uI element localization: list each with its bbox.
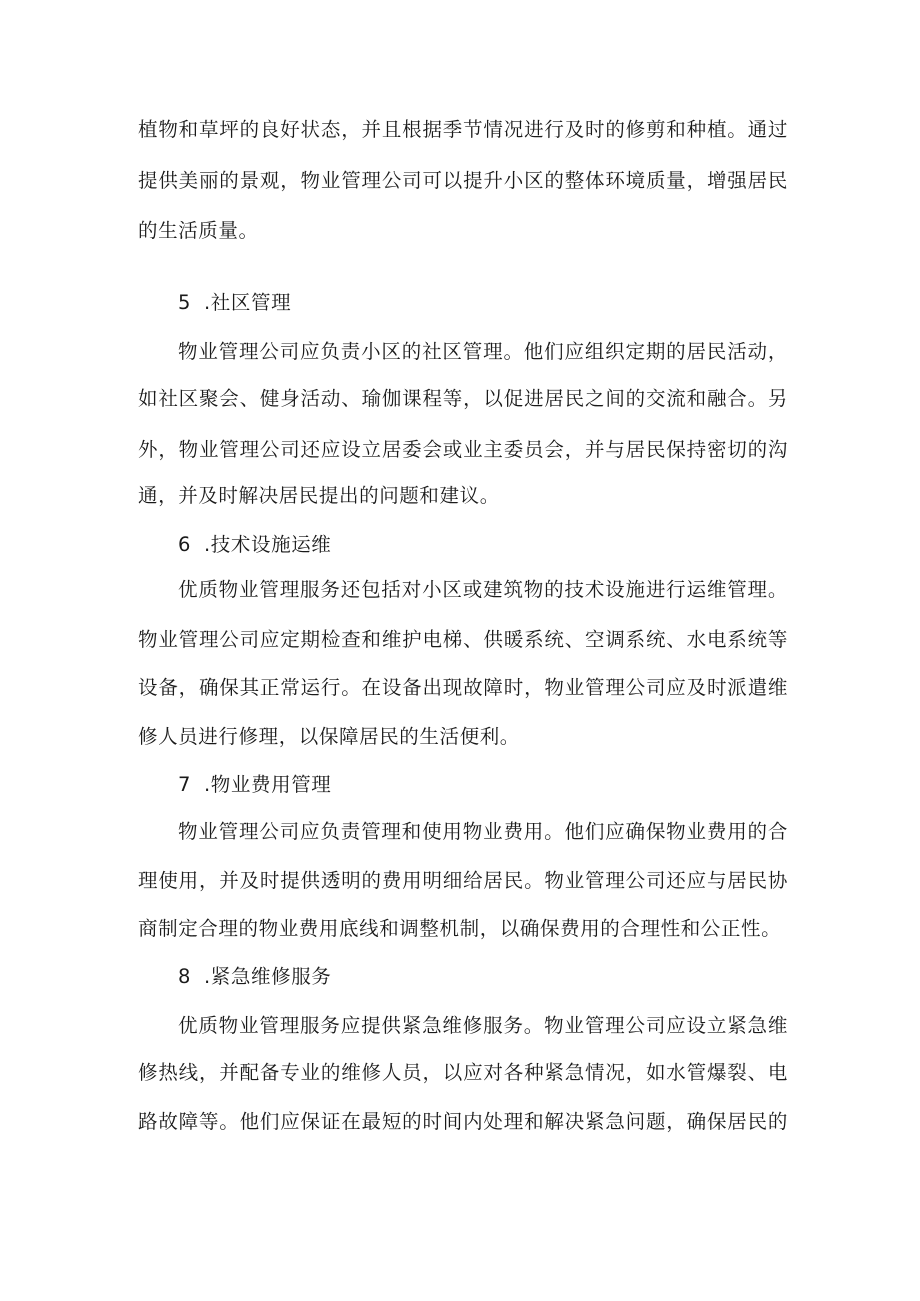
paragraph-line: 修热线，并配备专业的维修人员，以应对各种紧急情况，如水管爆裂、电 (138, 1061, 788, 1084)
intro-line: 植物和草坪的良好状态，并且根据季节情况进行及时的修剪和种植。通过 (138, 118, 788, 141)
paragraph-line: 如社区聚会、健身活动、瑜伽课程等，以促进居民之间的交流和融合。另 (138, 387, 788, 410)
paragraph-line: 通，并及时解决居民提出的问题和建议。 (138, 484, 500, 507)
section-heading-8 (178, 962, 331, 992)
section-number: 5 (178, 291, 192, 314)
paragraph-line: 设备，确保其正常运行。在设备出现故障时，物业管理公司应及时派遣维 (138, 676, 788, 699)
paragraph-line: 修人员进行修理，以保障居民的生活便利。 (138, 725, 520, 748)
paragraph-line: 路故障等。他们应保证在最短的时间内处理和解决紧急问题，确保居民的 (138, 1110, 788, 1133)
paragraph-line: 外，物业管理公司还应设立居委会或业主委员会，并与居民保持密切的沟 (138, 438, 788, 461)
section-title: .技术设施运维 (204, 533, 332, 556)
section-title: .社区管理 (204, 291, 292, 314)
section-heading-7 (178, 770, 331, 800)
section-number: 8 (178, 965, 192, 988)
section-heading-5 (178, 288, 291, 318)
section-heading-6 (178, 530, 331, 560)
section-title: .物业费用管理 (204, 773, 332, 796)
paragraph-line: 商制定合理的物业费用底线和调整机制，以确保费用的合理性和公正性。 (138, 917, 782, 940)
section-title: .紧急维修服务 (204, 965, 332, 988)
paragraph-line: 优质物业管理服务应提供紧急维修服务。物业管理公司应设立紧急维 (178, 1014, 788, 1037)
section-number: 7 (178, 773, 192, 796)
paragraph-line: 物业管理公司应负责管理和使用物业费用。他们应确保物业费用的合 (178, 820, 788, 843)
paragraph-line: 理使用，并及时提供透明的费用明细给居民。物业管理公司还应与居民协 (138, 869, 788, 892)
paragraph-line: 物业管理公司应负责小区的社区管理。他们应组织定期的居民活动， (178, 340, 788, 363)
intro-line: 的生活质量。 (138, 219, 259, 242)
intro-line: 提供美丽的景观，物业管理公司可以提升小区的整体环境质量，增强居民 (138, 169, 788, 192)
section-number: 6 (178, 533, 192, 556)
paragraph-line: 优质物业管理服务还包括对小区或建筑物的技术设施进行运维管理。 (178, 578, 788, 601)
paragraph-line: 物业管理公司应定期检查和维护电梯、供暖系统、空调系统、水电系统等 (138, 628, 788, 651)
